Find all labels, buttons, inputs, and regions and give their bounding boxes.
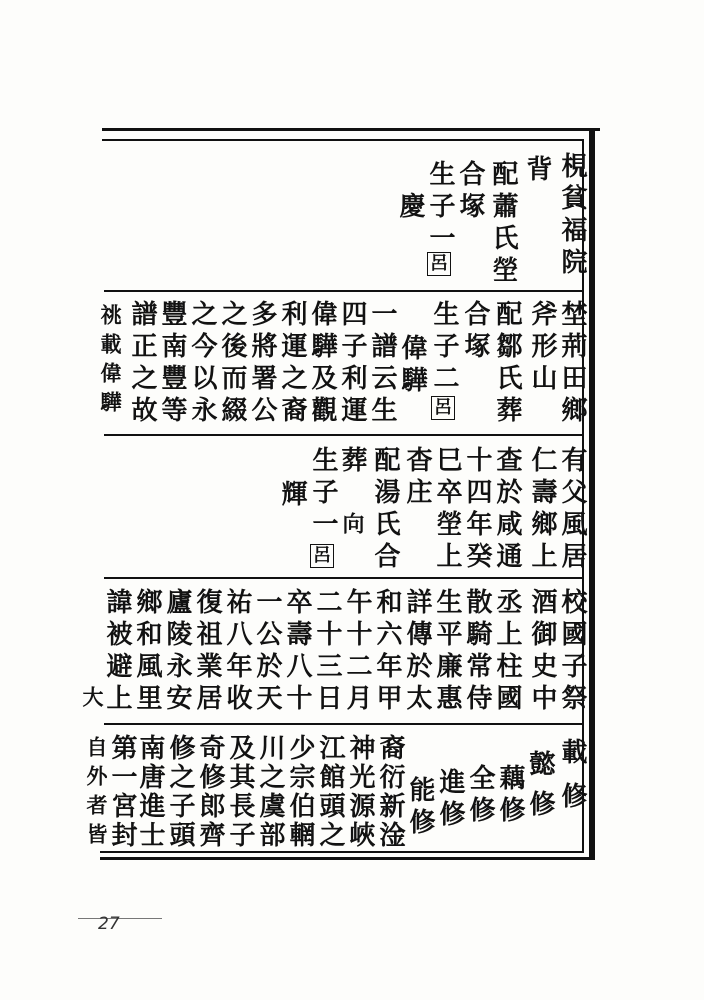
text-column: 廬陵永安 xyxy=(162,588,192,716)
text-column: 之今以永 xyxy=(187,300,217,428)
text-column: 懿修 xyxy=(525,750,555,830)
register-divider xyxy=(104,723,582,725)
text-column: 藕修 xyxy=(495,764,525,828)
text-column: 江館頭之 xyxy=(315,734,345,850)
text-column: 十四年癸 xyxy=(462,446,492,574)
text-column: 利運之裔 xyxy=(277,300,307,428)
boxed-mark: 呂 xyxy=(431,396,455,420)
text-column: 散騎常侍 xyxy=(462,588,492,716)
text-column: 神光源峽 xyxy=(345,734,375,850)
text-column: 合塚 xyxy=(460,300,490,364)
text-column: 杳庄 xyxy=(402,446,432,510)
text-column: 川之虞部 xyxy=(255,734,285,850)
text-column: 鄉和風里 xyxy=(132,588,162,716)
text-column: 斧形山 xyxy=(527,300,557,396)
text-column: 生子一 xyxy=(425,160,455,256)
text-column: 埜荊田鄉 xyxy=(557,300,587,428)
text-column: 載修 xyxy=(557,738,587,826)
text-column: 能修 xyxy=(405,776,435,840)
register-divider xyxy=(104,577,582,579)
text-column: 南唐進士 xyxy=(135,734,165,850)
text-column: 祐八年收 xyxy=(222,588,252,716)
frame-border-right xyxy=(589,128,595,860)
text-column: 慶 xyxy=(395,192,425,224)
text-column: 修之子頭 xyxy=(165,734,195,850)
text-column: 豐南豐等 xyxy=(157,300,187,428)
register-divider xyxy=(104,434,582,436)
text-column: 偉驊 xyxy=(397,334,427,398)
text-column: 復祖業居 xyxy=(192,588,222,716)
text-column: 配湯氏合 xyxy=(370,446,400,574)
text-column: 生子二 xyxy=(429,300,459,396)
margin-note: 大 xyxy=(80,686,105,715)
text-column: 校國子祭 xyxy=(557,588,587,716)
text-column: 酒御史中 xyxy=(527,588,557,716)
text-column: 背 xyxy=(522,155,552,187)
page-number: 27 xyxy=(98,914,120,934)
text-column: 多將署公 xyxy=(247,300,277,428)
text-column: 之後而綴 xyxy=(217,300,247,428)
text-column: 諱被避上 xyxy=(102,588,132,716)
text-column: 詳傳於太 xyxy=(402,588,432,716)
text-column: 配蕭氏塋 xyxy=(488,160,518,288)
text-column: 仁壽鄉上 xyxy=(527,446,557,574)
text-column: 偉驊及觀 xyxy=(307,300,337,428)
text-column: 丞上柱國 xyxy=(492,588,522,716)
margin-note: 自外者皆 xyxy=(84,736,109,852)
text-column: 查於咸通 xyxy=(492,446,522,574)
text-column: 向 xyxy=(339,512,365,540)
text-column: 和六年甲 xyxy=(372,588,402,716)
boxed-mark: 呂 xyxy=(427,252,451,276)
text-column: 進修 xyxy=(435,768,465,832)
page-number-rule xyxy=(78,918,162,919)
frame-border-bottom xyxy=(100,857,595,860)
text-column: 及其長子 xyxy=(225,734,255,850)
text-column: 合塚 xyxy=(455,160,485,224)
margin-note: 祧載偉驊 xyxy=(98,304,123,420)
text-column: 一公於天 xyxy=(252,588,282,716)
frame-border-top-inner xyxy=(102,139,584,141)
text-column: 四子利運 xyxy=(337,300,367,428)
text-column: 生子一 xyxy=(308,446,338,542)
frame-border-bottom-inner xyxy=(100,851,584,853)
text-column: 奇修郎齊 xyxy=(195,734,225,850)
frame-border-top xyxy=(102,128,600,131)
text-column: 葬 xyxy=(337,446,367,478)
text-column: 譜正之故 xyxy=(127,300,157,428)
text-column: 輝 xyxy=(277,480,307,512)
text-column: 梘貧福院 xyxy=(557,152,587,280)
text-column: 配鄒氏葬 xyxy=(492,300,522,428)
text-column: 一譜云生 xyxy=(367,300,397,428)
text-column: 第一宮封 xyxy=(107,734,137,850)
text-column: 午十二月 xyxy=(342,588,372,716)
text-column: 裔衍新淦 xyxy=(375,734,405,850)
text-column: 全修 xyxy=(465,764,495,828)
text-column: 卒壽八十 xyxy=(282,588,312,716)
text-column: 巳卒塋上 xyxy=(432,446,462,574)
text-column: 少宗伯輞 xyxy=(285,734,315,850)
text-column: 生平廉惠 xyxy=(432,588,462,716)
text-column: 有父風居 xyxy=(557,446,587,574)
text-column: 二十三日 xyxy=(312,588,342,716)
boxed-mark: 呂 xyxy=(310,544,334,568)
register-divider xyxy=(104,290,582,292)
